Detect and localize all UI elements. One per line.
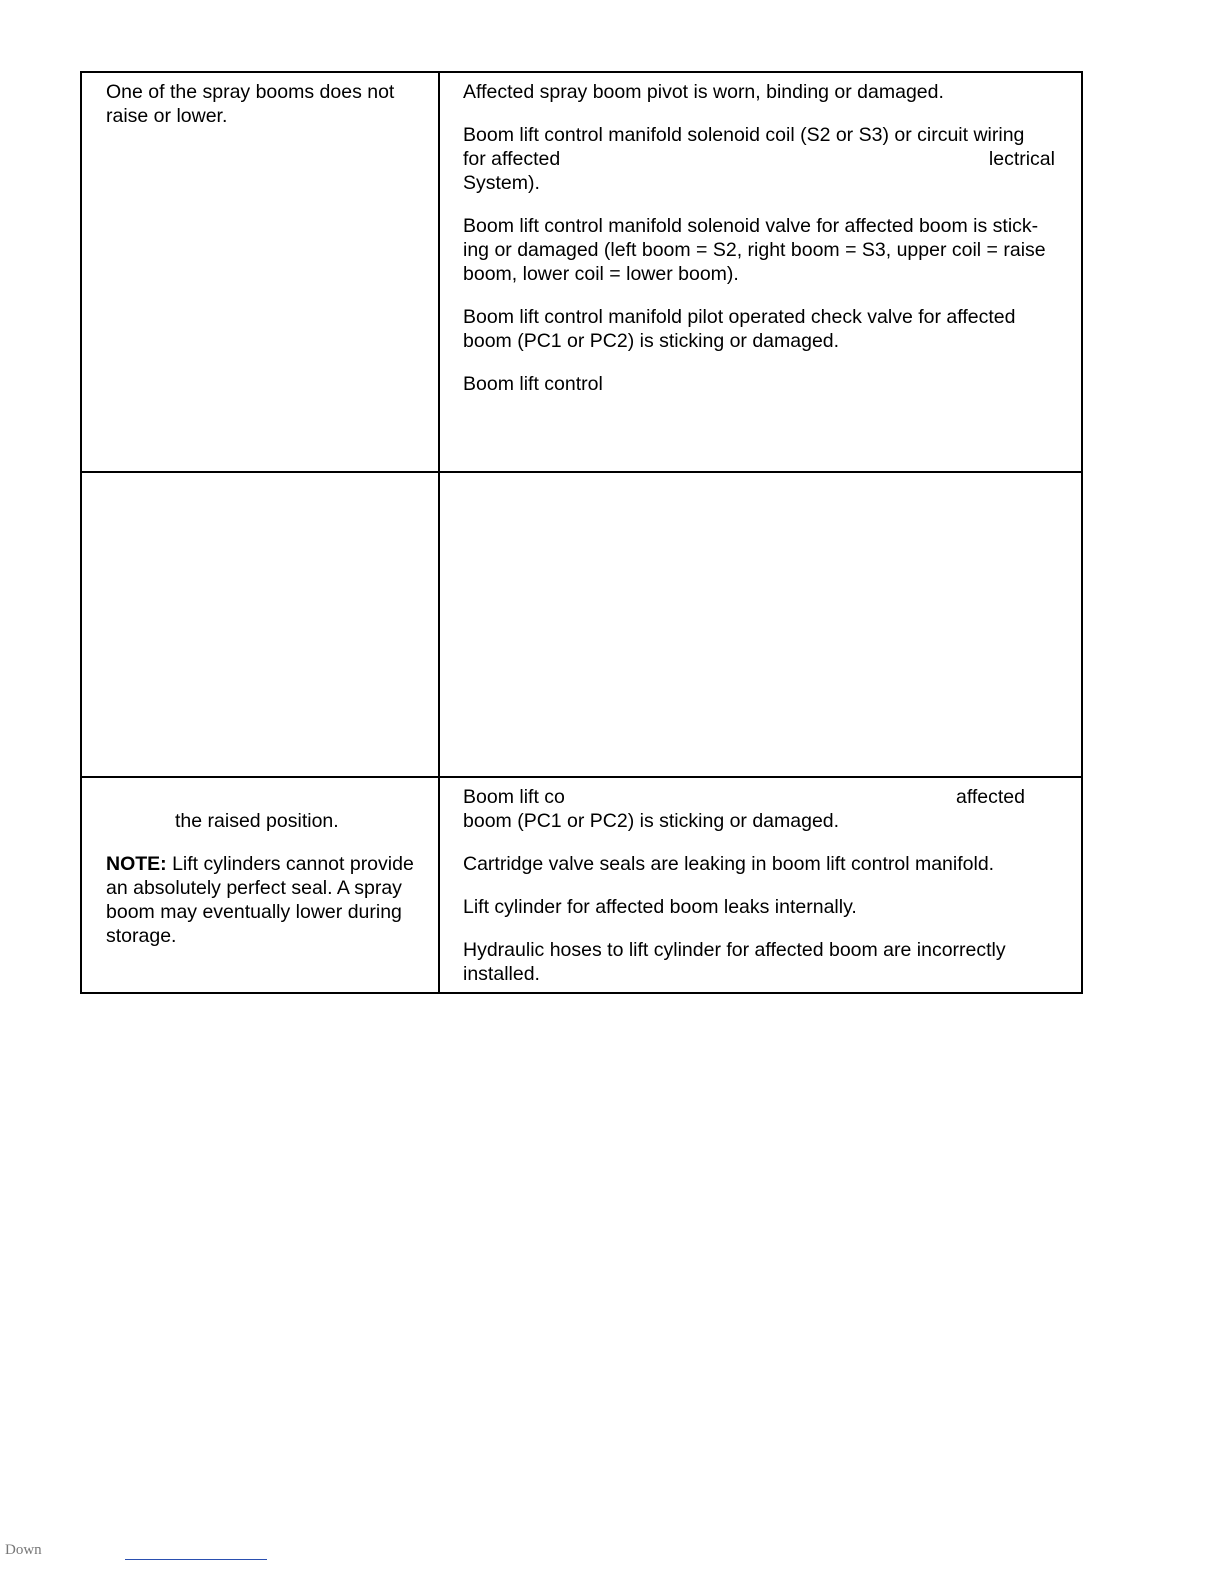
cause-text-line: Boom lift control manifold solenoid coil (S2 or S3) or circuit wiring [463, 124, 1025, 146]
cause-text-line: boom (PC1 or PC2) is sticking or damaged. [463, 810, 840, 832]
problem-text: the raised position. [175, 810, 339, 832]
cause-cell [439, 72, 1082, 472]
problem-cell [81, 472, 439, 777]
cause-text-fragment: for affected [463, 148, 561, 170]
cause-cell [439, 777, 1082, 993]
cause-text: Lift cylinder for affected boom leaks internally. [463, 896, 857, 918]
cause-text-fragment: Boom lift co [463, 786, 565, 808]
cause-text-fragment: affected [955, 786, 1025, 808]
note-label: NOTE: [106, 853, 167, 875]
cause-text: Cartridge valve seals are leaking in boom lift control manifold. [463, 853, 995, 875]
problem-cell [81, 72, 439, 472]
cause-text: Affected spray boom pivot is worn, binding or damaged. [463, 81, 944, 103]
problem-text: One of the spray booms does not raise or lower. [106, 81, 395, 127]
note-body: Lift cylinders cannot provide an absolutely perfect seal. A spray boom may eventually lower during storage. [106, 853, 414, 947]
table-row [81, 472, 1082, 777]
cause-text: Boom lift control manifold pilot operated check valve for affected boom (PC1 or PC2) is sticking or damaged. [463, 306, 1016, 352]
cause-text [463, 123, 1055, 195]
footer-link-underline[interactable] [125, 1559, 267, 1560]
cause-text [463, 785, 1055, 833]
table-row [81, 72, 1082, 472]
cause-text: Boom lift control manifold solenoid valve for affected boom is stick-ing or damaged (left boom = S2, right boom = S3, upper coil = raise boom, lower coil = lower boom). [463, 215, 1046, 285]
cause-cell [439, 472, 1082, 777]
note-text [106, 852, 426, 948]
problem-cell [81, 777, 439, 993]
cause-text-line: System). [463, 172, 540, 194]
troubleshooting-table [80, 71, 1083, 994]
cause-text: Boom lift control [463, 373, 603, 395]
cause-text-line-split [463, 147, 1055, 171]
cause-text-fragment: lectrical [988, 148, 1055, 170]
cause-text: Hydraulic hoses to lift cylinder for affected boom are incorrectly installed. [463, 939, 1006, 985]
footer-download-text: Down [5, 1542, 42, 1558]
table-row [81, 777, 1082, 993]
cause-text-line-split [463, 785, 1055, 809]
